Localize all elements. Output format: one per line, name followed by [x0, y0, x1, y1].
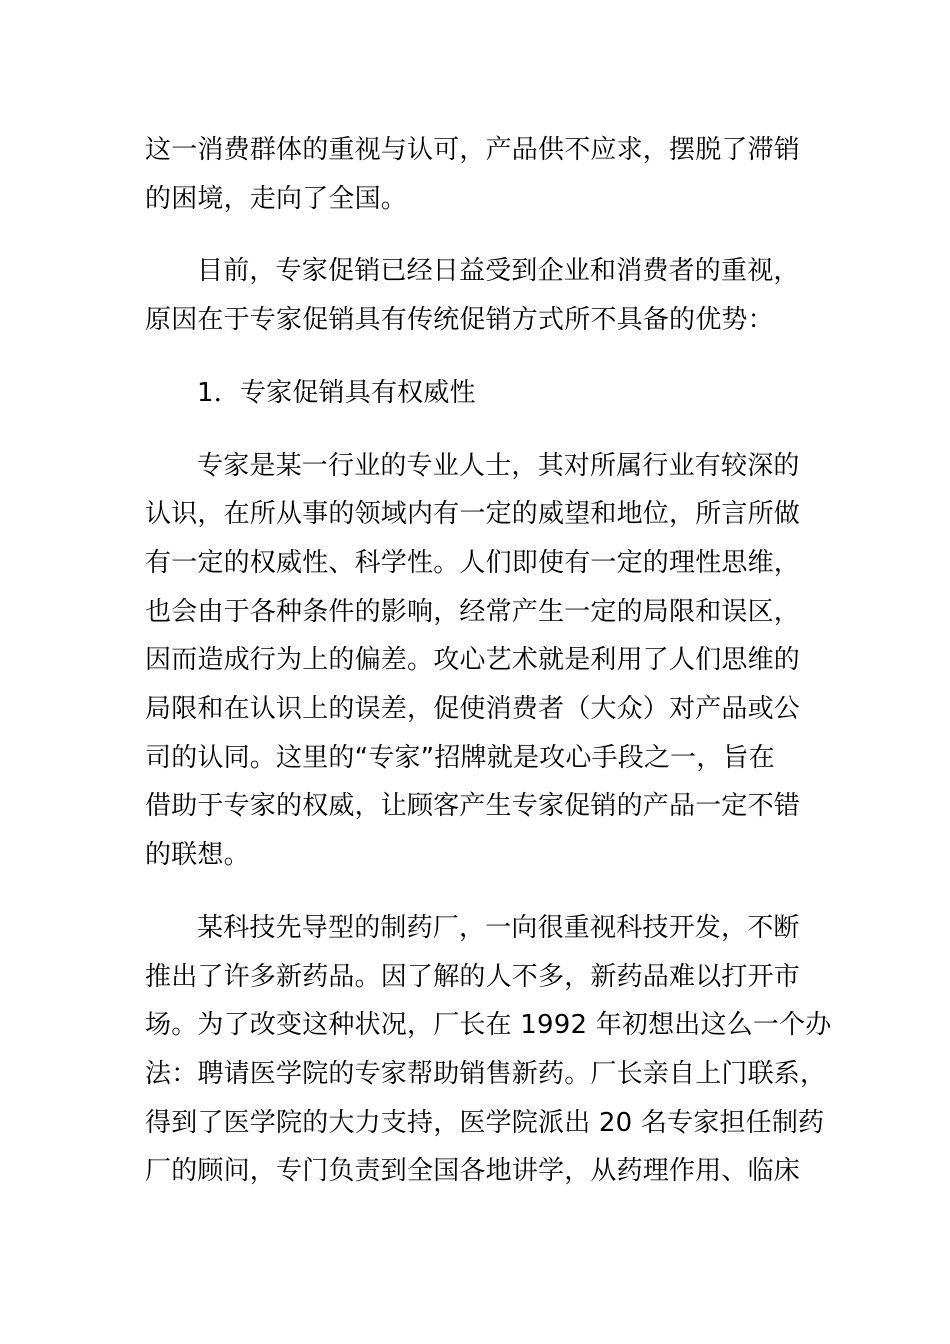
- text-line: 因而造成行为上的偏差。攻心艺术就是利用了人们思维的: [145, 645, 801, 676]
- text-line: 司的认同。这里的“专家”招牌就是攻心手段之一，旨在: [145, 742, 775, 773]
- section-heading: [145, 369, 810, 418]
- text-line: 的联想。: [145, 840, 250, 871]
- paragraph-4: [145, 904, 832, 1196]
- paragraph-2: [145, 247, 810, 344]
- text-line: 目前，专家促销已经日益受到企业和消费者的重视，: [197, 256, 800, 287]
- text-line: 法：聘请医学院的专家帮助销售新药。厂长亲自上门联系，: [145, 1058, 827, 1089]
- text-line: 这一消费群体的重视与认可，产品供不应求，摆脱了滞销: [145, 135, 801, 165]
- text-line: 原因在于专家促销具有传统促销方式所不具备的优势：: [145, 305, 774, 336]
- document-page: [145, 126, 832, 1220]
- text-line: 场。为了改变这种状况，厂长在 1992 年初想出这么一个办: [145, 1010, 832, 1041]
- text-line: 得到了医学院的大力支持，医学院派出 20 名专家担任制药: [145, 1107, 825, 1138]
- text-line: 借助于专家的权威，让顾客产生专家促销的产品一定不错: [145, 791, 801, 822]
- text-line: 推出了许多新药品。因了解的人不多，新药品难以打开市: [145, 961, 801, 992]
- text-line: 专家是某一行业的专业人士，其对所属行业有较深的: [197, 450, 800, 481]
- text-line: 有一定的权威性、科学性。人们即使有一定的理性思维，: [145, 547, 801, 578]
- paragraph-1: [145, 126, 810, 223]
- text-line: 局限和在认识上的误差，促使消费者（大众）对产品或公: [145, 694, 801, 725]
- text-line: 也会由于各种条件的影响，经常产生一定的局限和误区，: [145, 596, 801, 627]
- text-line: 厂的顾问，专门负责到全国各地讲学，从药理作用、临床: [145, 1156, 801, 1187]
- heading-line: 1．专家促销具有权威性: [197, 377, 476, 408]
- text-line: 某科技先导型的制药厂，一向很重视科技开发，不断: [197, 912, 800, 943]
- paragraph-3: [145, 442, 810, 880]
- text-line: 认识，在所从事的领域内有一定的威望和地位，所言所做: [145, 499, 801, 530]
- text-line: 的困境，走向了全国。: [145, 183, 408, 214]
